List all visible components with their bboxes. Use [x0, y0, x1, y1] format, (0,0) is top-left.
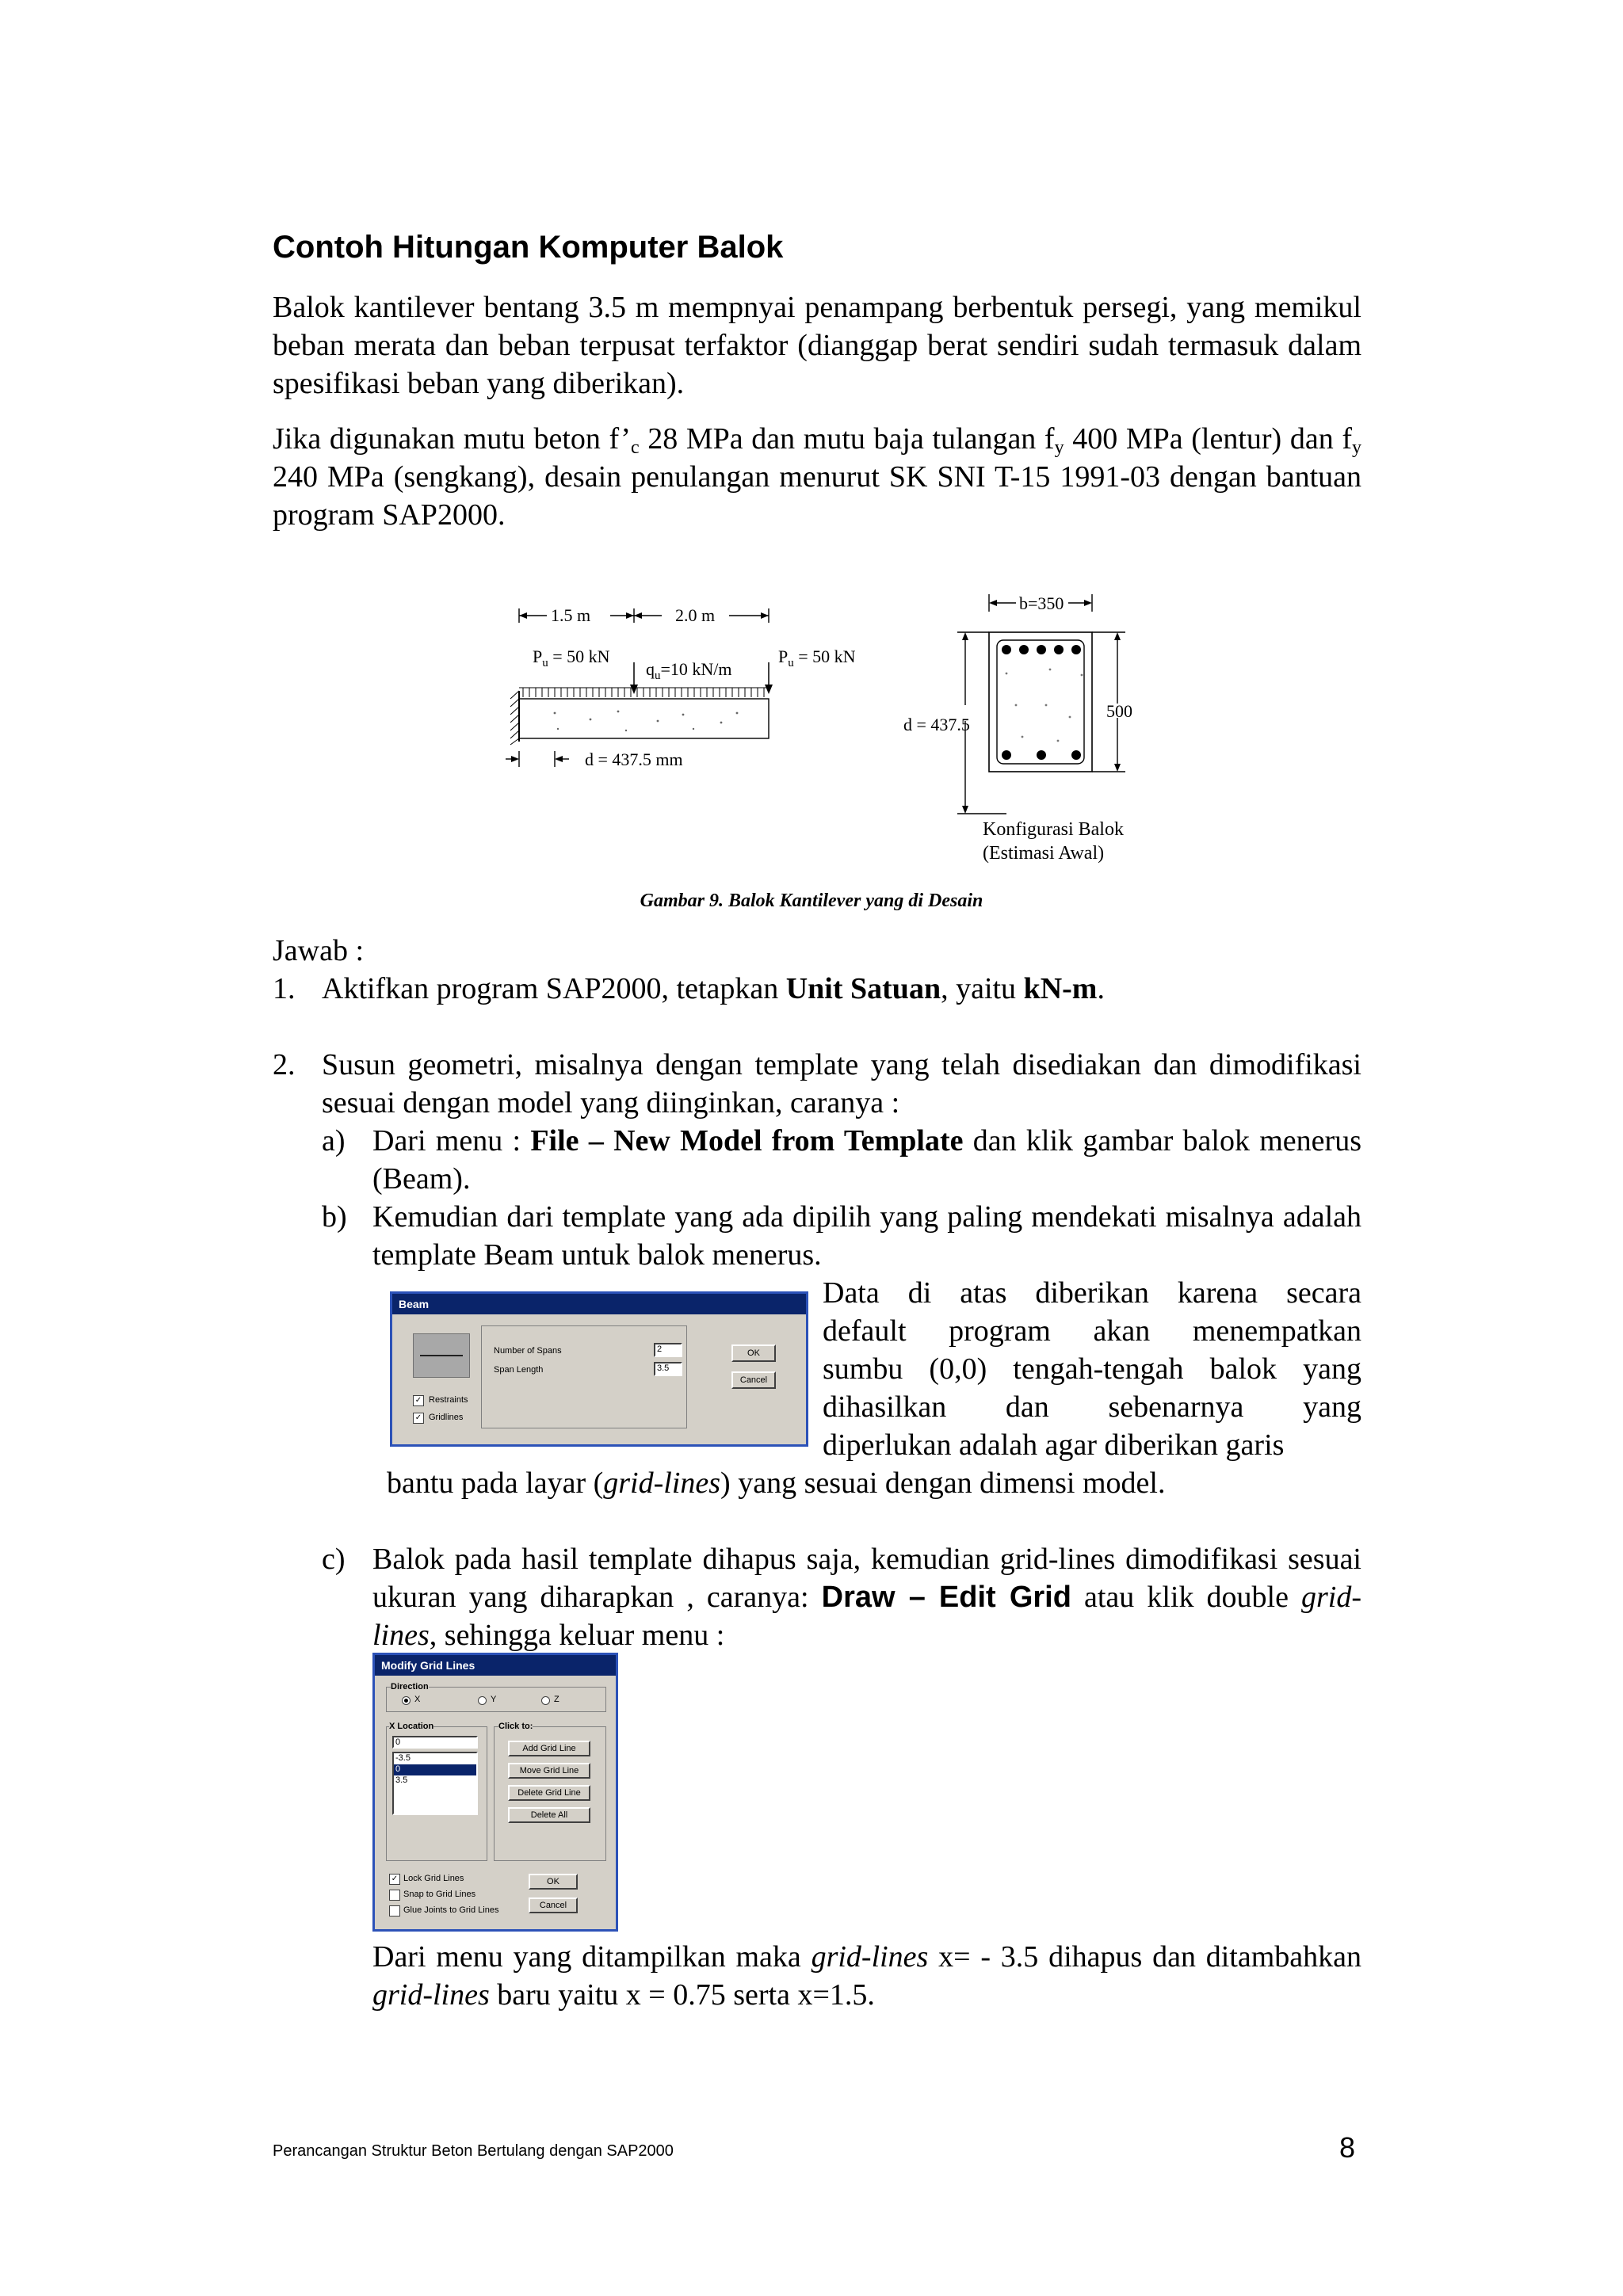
- lock-grid-checkbox[interactable]: ✓: [389, 1874, 400, 1885]
- arrow-head: [962, 806, 968, 814]
- gridlines-label: Gridlines: [429, 1413, 464, 1422]
- pu-right-label: $P_u = 50$ kN: [778, 646, 856, 669]
- concrete-texture: [554, 711, 739, 732]
- arrow-head: [519, 612, 527, 619]
- section-caption-line1: Konfigurasi Balok: [983, 819, 1124, 840]
- grid-cancel-button[interactable]: Cancel: [529, 1897, 578, 1913]
- beam-dialog: [390, 1291, 808, 1447]
- arrow-head: [1114, 764, 1121, 772]
- bottom-rebars: [1002, 750, 1081, 760]
- span1-label: 1.5 m: [551, 605, 591, 625]
- add-grid-line-button[interactable]: Add Grid Line: [508, 1741, 590, 1756]
- delete-grid-line-button[interactable]: Delete Grid Line: [508, 1785, 590, 1801]
- dir-x-radio[interactable]: [402, 1696, 411, 1705]
- dir-x-label: X: [414, 1695, 421, 1704]
- dir-z-label: Z: [554, 1695, 559, 1704]
- lock-grid-label: Lock Grid Lines: [403, 1874, 464, 1883]
- beam-body: [519, 699, 769, 738]
- arrow-head: [626, 612, 634, 619]
- grid-dialog-title: Modify Grid Lines: [375, 1655, 616, 1676]
- click-to-label: Click to:: [498, 1722, 533, 1731]
- d-section-label: d = 437.5: [903, 715, 970, 734]
- wrap-line-2: default program akan menempatkan: [823, 1314, 1361, 1348]
- dir-z-radio[interactable]: [541, 1696, 550, 1705]
- arrow-head: [962, 632, 968, 640]
- arrow-head: [555, 756, 563, 762]
- restraints-label: Restraints: [429, 1395, 468, 1405]
- b-width-label: b=350: [1019, 593, 1064, 613]
- dir-y-radio[interactable]: [478, 1696, 487, 1705]
- jawab-heading: Jawab :: [273, 934, 365, 967]
- x-location-label: X Location: [389, 1722, 434, 1731]
- figure-caption: Gambar 9. Balok Kantilever yang di Desain: [640, 891, 983, 911]
- move-grid-line-button[interactable]: Move Grid Line: [508, 1763, 590, 1779]
- fixed-support: [510, 691, 519, 745]
- arrow-head: [634, 612, 642, 619]
- step2-number: 2.: [273, 1048, 296, 1081]
- grid-lines-dialog: [372, 1653, 618, 1932]
- snap-grid-label: Snap to Grid Lines: [403, 1890, 476, 1899]
- sub-b-label: b): [322, 1200, 347, 1234]
- direction-label: Direction: [391, 1682, 429, 1691]
- qu-label: $q_u=10$ kN/m: [646, 659, 732, 682]
- beam-dialog-title: Beam: [392, 1294, 806, 1314]
- x-location-item[interactable]: 3.5: [395, 1775, 408, 1785]
- step1-text: Aktifkan program SAP2000, tetapkan Unit Satuan, yaitu kN-m.: [322, 972, 1105, 1005]
- distributed-load: [519, 688, 769, 697]
- sub-c-text: Balok pada hasil template dihapus saja, kemudian grid-lines dimodifikasi sesuai ukuran yang diharapkan , caranya: Draw – Edit Grid atau klik double grid-lines, sehingga keluar menu :: [372, 1543, 1361, 1652]
- footer-title: Perancangan Struktur Beton Bertulang dengan SAP2000: [273, 2142, 674, 2160]
- final-paragraph: Dari menu yang ditampilkan maka grid-lines x= - 3.5 dihapus dan ditambahkan grid-lines baru yaitu x = 0.75 serta x=1.5.: [372, 1940, 1361, 2012]
- pu-left-label: $P_u = 50$ kN: [533, 646, 610, 669]
- d-beam-label: d = 437.5 mm: [585, 749, 683, 769]
- sub-a-text: Dari menu : File – New Model from Template dan klik gambar balok menerus (Beam).: [372, 1124, 1361, 1196]
- arrow-head: [989, 600, 997, 606]
- arrow-head: [1084, 600, 1092, 606]
- sub-c-label: c): [322, 1543, 346, 1576]
- section-heading: Contoh Hitungan Komputer Balok: [273, 230, 784, 265]
- load-arrow: [765, 685, 773, 694]
- span-length-label: Span Length: [494, 1365, 544, 1375]
- x-location-item[interactable]: 0: [394, 1764, 476, 1775]
- glue-joints-checkbox[interactable]: [389, 1905, 400, 1917]
- arrow-head: [511, 756, 519, 762]
- wrap-line-5: diperlukan adalah agar diberikan garis: [823, 1428, 1285, 1462]
- beam-cancel-button[interactable]: Cancel: [731, 1371, 776, 1389]
- dir-y-label: Y: [491, 1695, 497, 1704]
- span-length-input[interactable]: 3.5: [654, 1362, 682, 1376]
- num-spans-input[interactable]: 2: [654, 1343, 682, 1357]
- page-number: 8: [1339, 2131, 1356, 2164]
- intro-paragraph-1: Balok kantilever bentang 3.5 m mempnyai penampang berbentuk persegi, yang memikul beban merata dan beban terpusat terfaktor (dianggap berat sendiri sudah termasuk dalam spesifikasi beban yang diberikan).: [273, 291, 1361, 400]
- x-location-input[interactable]: 0: [392, 1736, 478, 1749]
- gridlines-checkbox[interactable]: ✓: [413, 1413, 424, 1424]
- wrap-line-4: dihasilkan dan sebenarnya yang: [823, 1390, 1361, 1424]
- glue-joints-label: Glue Joints to Grid Lines: [403, 1905, 499, 1915]
- section-texture: [1006, 669, 1083, 742]
- intro-paragraph-2: Jika digunakan mutu beton $f’_c$ 28 MPa dan mutu baja tulangan $f_y$ 400 MPa (lentur) dan $f_y$ 240 MPa (sengkang), desain penulangan menurut SK SNI T-15 1991-03 dengan bantuan program SAP2000.: [273, 422, 1361, 532]
- sub-a-label: a): [322, 1124, 346, 1158]
- x-location-item[interactable]: -3.5: [395, 1753, 411, 1763]
- step1-number: 1.: [273, 972, 296, 1005]
- step2-text: Susun geometri, misalnya dengan template yang telah disediakan dan dimodifikasi sesuai dengan model yang diinginkan, caranya :: [322, 1048, 1361, 1119]
- wrap-line-1: Data di atas diberikan karena secara: [823, 1276, 1361, 1310]
- wrap-line-3: sumbu (0,0) tengah-tengah balok yang: [823, 1352, 1361, 1386]
- beam-section-figure: [888, 586, 1205, 871]
- beam-preview: [413, 1333, 470, 1378]
- beam-ok-button[interactable]: OK: [731, 1344, 776, 1362]
- restraints-checkbox[interactable]: ✓: [413, 1395, 424, 1406]
- top-rebars: [1002, 645, 1081, 654]
- span2-label: 2.0 m: [675, 605, 716, 625]
- cantilever-beam-figure: [499, 586, 896, 784]
- delete-all-button[interactable]: Delete All: [508, 1807, 590, 1823]
- grid-ok-button[interactable]: OK: [529, 1874, 578, 1890]
- stirrup: [997, 640, 1084, 764]
- sub-b-text: Kemudian dari template yang ada dipilih yang paling mendekati misalnya adalah template Beam untuk balok menerus.: [372, 1200, 1361, 1272]
- bantu-line: bantu pada layar (grid-lines) yang sesuai dengan dimensi model.: [387, 1466, 1166, 1500]
- beam-params-group: [481, 1325, 687, 1428]
- arrow-head: [761, 612, 769, 619]
- height-label: 500: [1106, 701, 1132, 721]
- x-location-list[interactable]: [392, 1752, 478, 1815]
- section-caption-line2: (Estimasi Awal): [983, 843, 1105, 864]
- num-spans-label: Number of Spans: [494, 1346, 562, 1356]
- snap-grid-checkbox[interactable]: [389, 1890, 400, 1901]
- arrow-head: [1114, 632, 1121, 640]
